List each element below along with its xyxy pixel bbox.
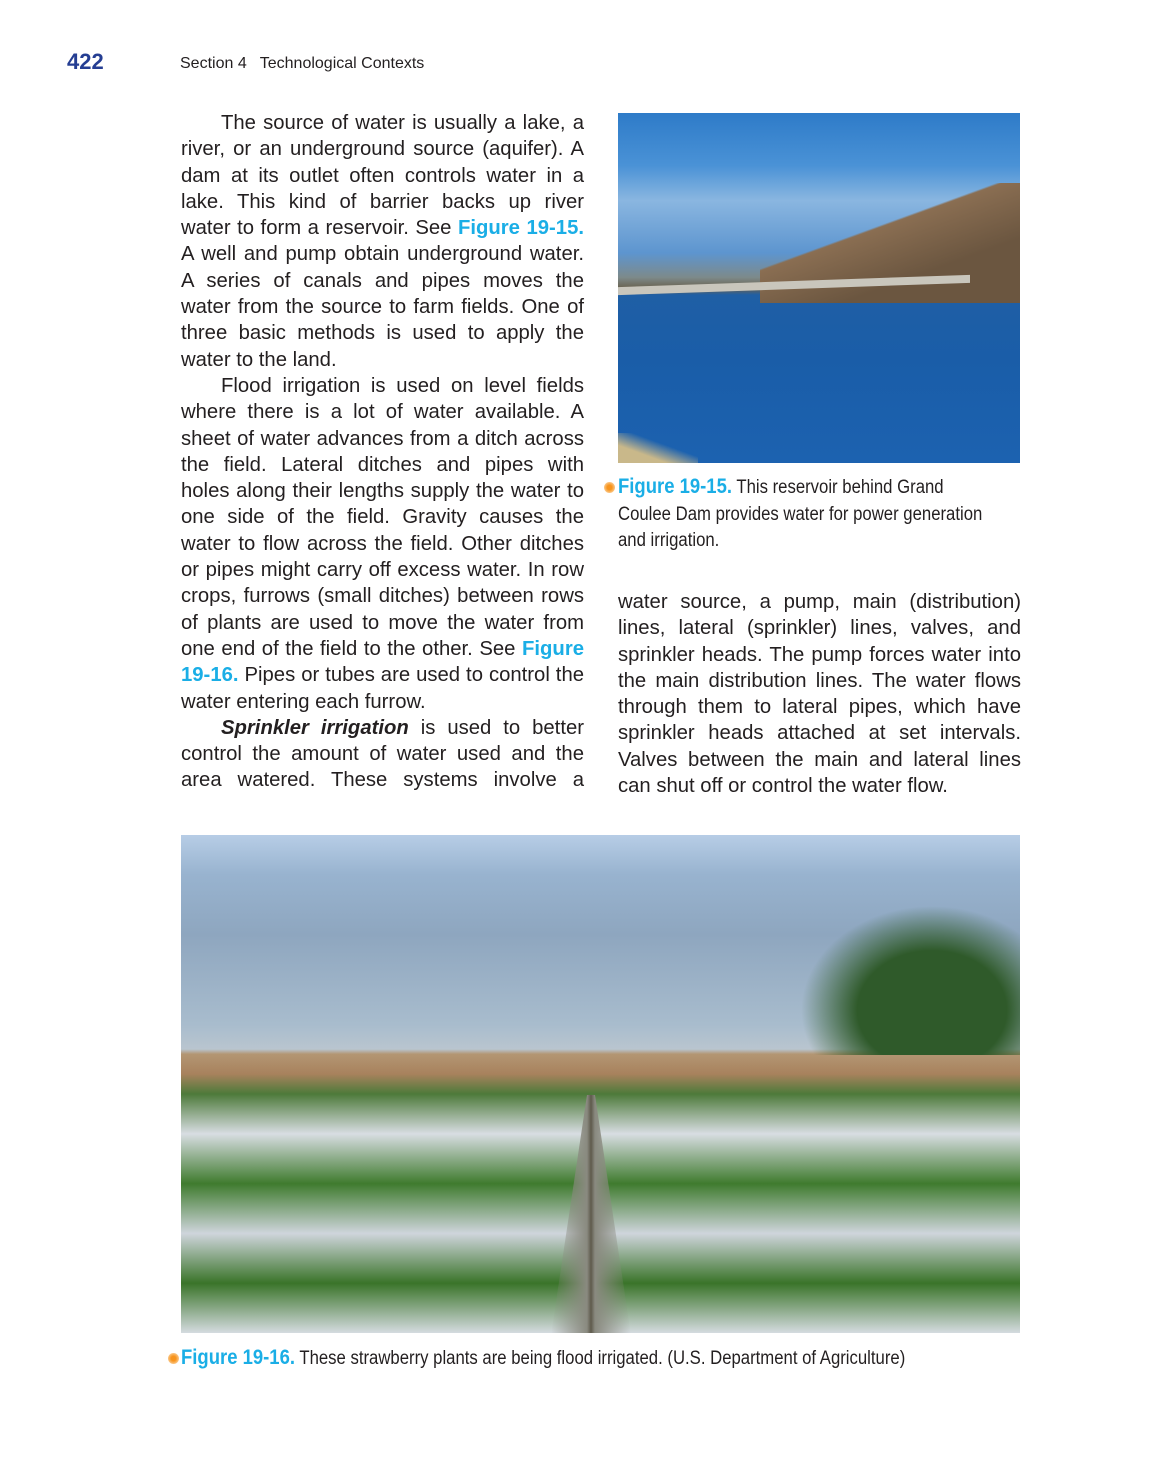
strawberry-field-photo [181, 835, 1020, 1333]
figure-label: Figure 19-16. [181, 1346, 296, 1369]
figure-19-15-reference[interactable]: Figure 19-15. [457, 217, 584, 240]
figure-19-16-caption [181, 1345, 905, 1373]
text: The source of water is usually a lake, a river, or an underground source (aquifer). A dam at its outlet often controls water in a lake. This kind of barrier backs up river water to form a reservoir. See [181, 112, 584, 240]
reservoir-photo [618, 113, 1020, 463]
paragraph-sprinkler-continued: water source, a pump, main (distribution) lines, lateral (sprinkler) lines, valves, and sprinkler heads. The pump forces water into the main distribution lines. The water flows through them to lateral pipes, which have sprinkler heads attached at set intervals. Valves between the main and lateral lines can shut off or control the water flow. [618, 591, 1021, 798]
text: is used to better control the amount of water used and the area watered. These systems involve a [181, 716, 584, 792]
caption-line: This reservoir behind Grand [736, 477, 944, 498]
page-number: 422 [67, 49, 104, 74]
running-header: Section 4 Technological Contexts [180, 55, 425, 72]
caption-text: These strawberry plants are being flood irrigated. (U.S. Department of Agriculture) [299, 1348, 906, 1369]
caption-bullet-icon [168, 1353, 179, 1364]
caption-line: Coulee Dam provides water for power generation [618, 503, 983, 525]
caption-bullet-icon [604, 482, 615, 493]
text: A well and pump obtain underground water. A series of canals and pipes moves the water from the source to farm fields. One of three basic methods is used to apply the water to the land. [181, 243, 584, 371]
figure-19-15-caption [618, 474, 982, 555]
text: Pipes or tubes are used to control the water entering each furrow. [181, 664, 584, 713]
right-column [618, 589, 1021, 799]
term-sprinkler-irrigation: Sprinkler irrigation [221, 716, 409, 739]
paragraph-flood-irrigation [181, 373, 584, 715]
paragraph-water-source [181, 110, 584, 373]
text: Flood irrigation is used on level fields where there is a lot of water available. A sheet of water advances from a ditch across the field. Lateral ditches and pipes with holes along their lengths supply the water to one side of the field. Gravity causes the water to flow across the field. Other ditches or pipes might carry off excess water. In row crops, furrows (small ditches) between rows of plants are used to move the water from one end of the field to the other. See [181, 374, 584, 660]
figure-19-16-reference[interactable]: Figure 19-16. [181, 637, 584, 687]
paragraph-sprinkler-irrigation [181, 715, 584, 794]
caption-line: and irrigation. [618, 530, 720, 551]
irrigation-furrow [551, 1095, 631, 1333]
figure-label: Figure 19-15. [618, 475, 733, 498]
left-column [181, 110, 584, 794]
